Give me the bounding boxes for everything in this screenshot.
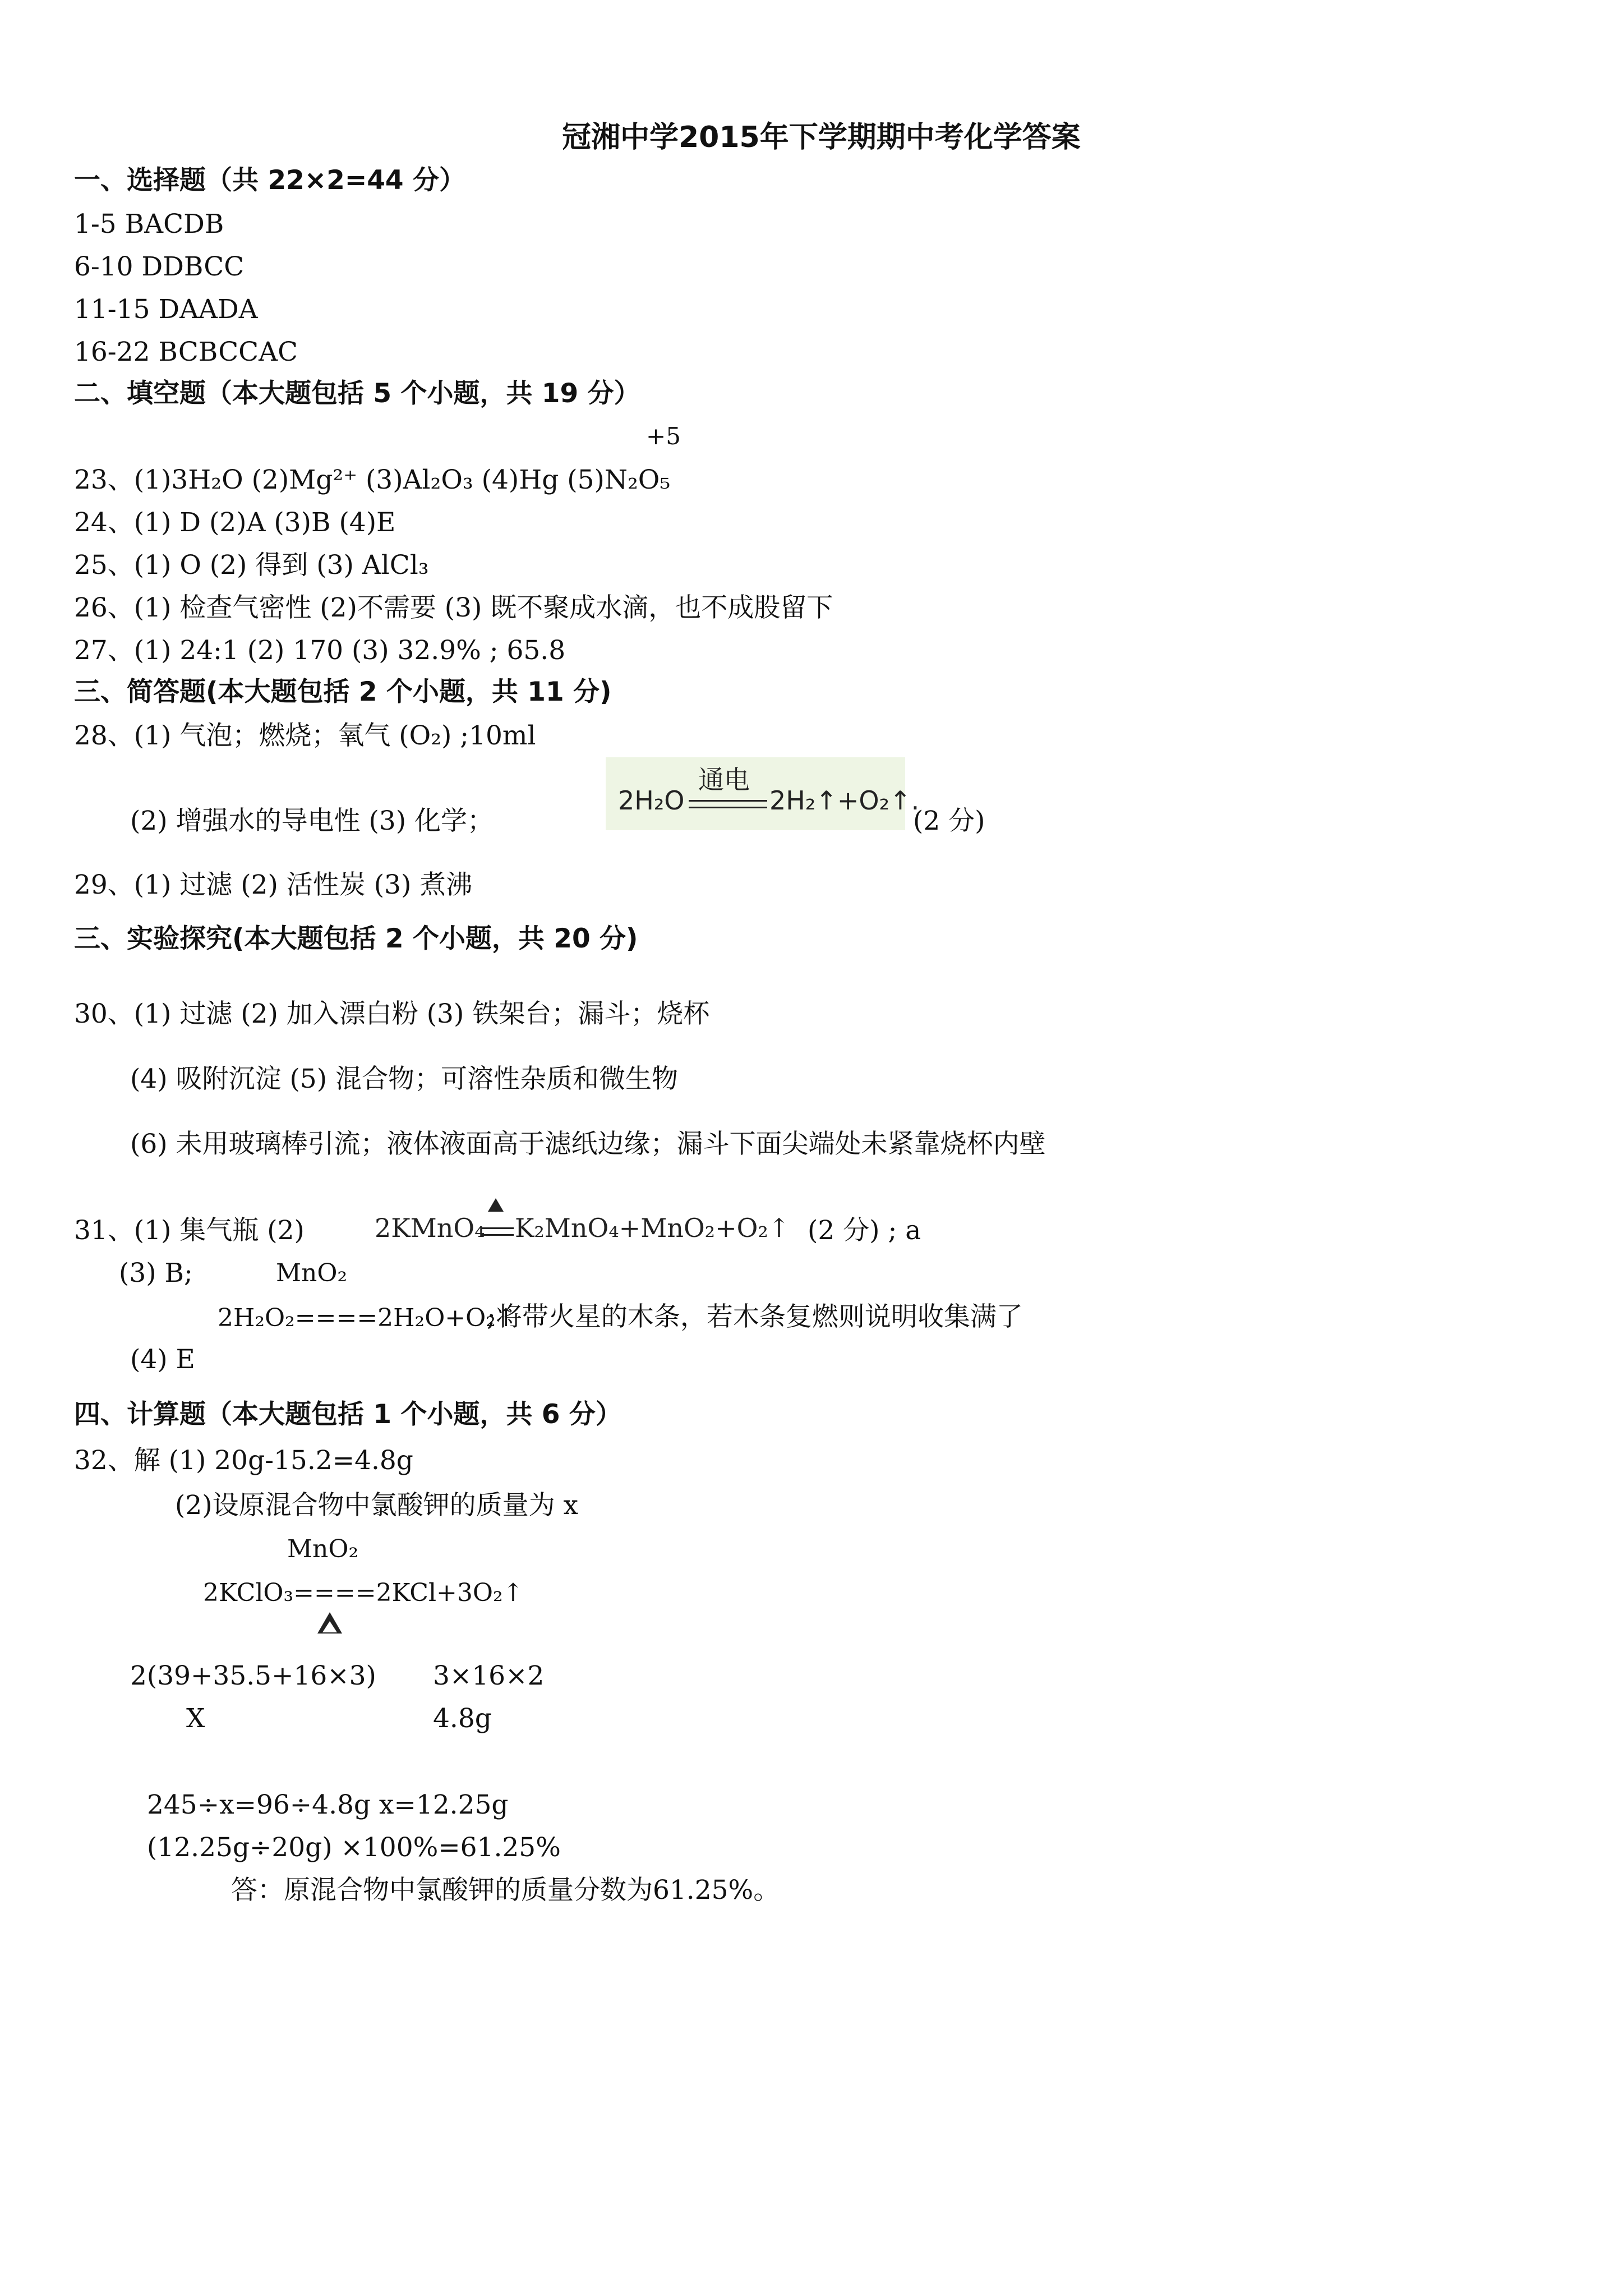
solution-step-2: (2)设原混合物中氯酸钾的质量为 x — [175, 1490, 579, 1521]
equation-equals-top — [481, 1227, 514, 1229]
equation-reactant: 2KMnO₄ — [375, 1213, 485, 1243]
section-heading-calculation: 四、计算题（本大题包括 1 个小题，共 6 分） — [74, 1399, 622, 1430]
answer-q28-part2: (2) 增强水的导电性 (3) 化学； — [130, 806, 494, 836]
answer-q29: 29、(1) 过滤 (2) 活性炭 (3) 煮沸 — [74, 869, 473, 900]
score-note: (2 分) — [913, 806, 985, 836]
section-heading-short: 三、简答题(本大题包括 2 个小题，共 11 分) — [74, 677, 612, 707]
molar-mass-product: 3×16×2 — [433, 1660, 545, 1691]
answer-q26: 26、(1) 检查气密性 (2)不需要 (3) 既不聚成水滴，也不成股留下 — [74, 592, 833, 623]
equation-reactant: 2H₂O — [618, 785, 685, 816]
equation-hydrogen-peroxide: 2H₂O₂====2H₂O+O₂↑ — [218, 1304, 517, 1332]
equation-products: K₂MnO₄+MnO₂+O₂↑ — [515, 1213, 790, 1243]
molar-mass-reactant: 2(39+35.5+16×3) — [130, 1660, 376, 1691]
final-answer: 答：原混合物中氯酸钾的质量分数为61.25%。 — [231, 1875, 780, 1906]
answer-row: 11-15 DAADA — [74, 294, 258, 325]
answer-q30-part2: (4) 吸附沉淀 (5) 混合物；可溶性杂质和微生物 — [130, 1064, 678, 1094]
section-heading-choice: 一、选择题（共 22×2=44 分） — [74, 165, 465, 196]
answer-q25: 25、(1) O (2) 得到 (3) AlCl₃ — [74, 550, 429, 581]
answer-q27: 27、(1) 24:1 (2) 170 (3) 32.9% ; 65.8 — [74, 635, 566, 666]
equation-products: 2H₂↑+O₂↑. — [769, 785, 920, 816]
known-mass: 4.8g — [433, 1703, 492, 1734]
equation-equals-bottom — [481, 1234, 514, 1236]
answer-q30-part3: (6) 未用玻璃棒引流；液体液面高于滤纸边缘；漏斗下面尖端处未紧靠烧杯内壁 — [130, 1129, 1046, 1159]
equation-image-permanganate — [375, 1195, 795, 1257]
valence-mark: +5 — [646, 422, 681, 450]
answer-q31-part4: (4) E — [130, 1344, 195, 1375]
answer-q31-part1: 31、(1) 集气瓶 (2) — [74, 1215, 305, 1246]
solution-step-1: 32、解 (1) 20g-15.2=4.8g — [74, 1445, 413, 1476]
catalyst-label: MnO₂ — [276, 1259, 348, 1287]
answer-row: 16-22 BCBCCAC — [74, 337, 298, 367]
answer-q28-part1: 28、(1) 气泡；燃烧；氧气 (O₂) ;10ml — [74, 720, 536, 751]
answer-row: 6-10 DDBCC — [74, 251, 245, 282]
percentage-calc: (12.25g÷20g) ×100%=61.25% — [147, 1832, 561, 1863]
equation-image-electrolysis — [606, 757, 920, 830]
answer-q24: 24、(1) D (2)A (3)B (4)E — [74, 507, 396, 538]
section-heading-fill: 二、填空题（本大题包括 5 个小题，共 19 分） — [74, 378, 640, 409]
answer-q30-part1: 30、(1) 过滤 (2) 加入漂白粉 (3) 铁架台；漏斗；烧杯 — [74, 999, 710, 1029]
heat-triangle-icon — [488, 1198, 504, 1212]
unknown-mass: X — [186, 1703, 205, 1734]
equation-equals-bottom — [689, 807, 767, 808]
answer-q31-part1-end: (2 分) ; a — [808, 1215, 921, 1246]
equation-condition: 通电 — [698, 765, 750, 795]
page-title: 冠湘中学2015年下学期期中考化学答案 — [562, 121, 1081, 154]
equation-equals-top — [689, 800, 767, 802]
answer-row: 1-5 BACDB — [74, 209, 224, 240]
answer-q31-part3-text: ;将带火星的木条，若木条复燃则说明收集满了 — [487, 1301, 1023, 1332]
section-heading-experiment: 三、实验探究(本大题包括 2 个小题，共 20 分) — [74, 923, 638, 954]
equation-chlorate: 2KClO₃====2KCl+3O₂↑ — [203, 1579, 524, 1607]
heat-triangle-inner — [322, 1621, 337, 1632]
answer-q23: 23、(1)3H₂O (2)Mg²⁺ (3)Al₂O₃ (4)Hg (5)N₂O₅ — [74, 464, 671, 495]
catalyst-label: MnO₂ — [287, 1535, 359, 1563]
answer-q31-part3: (3) B; — [119, 1258, 193, 1289]
proportion-calc: 245÷x=96÷4.8g x=12.25g — [147, 1789, 509, 1820]
